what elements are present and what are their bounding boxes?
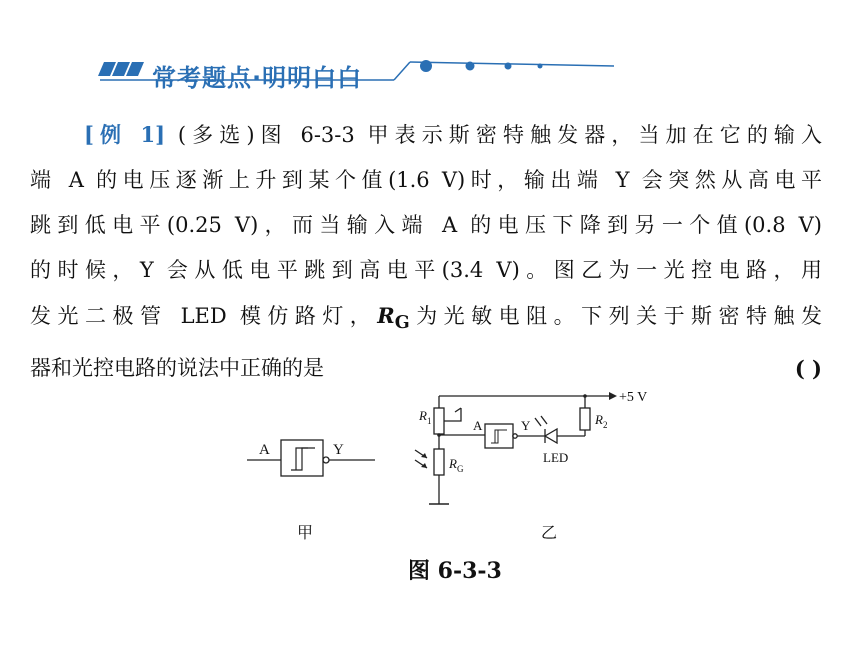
problem-text <box>30 112 822 391</box>
problem-line-5-a: 发光二极管 LED 模仿路灯， <box>30 304 378 328</box>
r2-resistor-icon <box>580 408 590 430</box>
yi-input-label: A <box>473 418 483 433</box>
jia-output-label: Y <box>333 442 344 458</box>
dot-icon <box>420 60 432 72</box>
arrow-icon <box>609 392 617 400</box>
dot-icon <box>466 62 475 71</box>
problem-line-2: 端 A 的电压逐渐上升到某个值(1.6 V)时，输出端 Y 会突然从高电平 <box>30 168 822 192</box>
led-label: LED <box>543 450 569 465</box>
r2-label: $R_2$ <box>595 412 608 430</box>
r1-label: $R_1$ <box>419 408 432 426</box>
schmitt-trigger-jia <box>247 440 375 542</box>
light-control-circuit-yi <box>415 390 647 542</box>
led-icon <box>545 429 557 443</box>
problem-line-1-text: (多选)图 6-3-3 甲表示斯密特触发器，当加在它的输入 <box>177 123 822 147</box>
problem-line-5-b: 为光敏电阻。下列关于斯密特触发 <box>409 304 822 328</box>
problem-line-4: 的时候，Y 会从低电平跳到高电平(3.4 V)。图乙为一光控电路，用 <box>30 258 822 282</box>
jia-input-label: A <box>259 442 270 458</box>
yi-label: 乙 <box>541 525 558 542</box>
yi-output-label: Y <box>521 418 531 433</box>
rg-label: $R_G$ <box>449 456 464 474</box>
problem-line-6-text: 器和光控电路的说法中正确的是 <box>30 356 324 381</box>
circuit-figure <box>245 380 665 550</box>
problem-line-3: 跳到低电平(0.25 V)，而当输入端 A 的电压下降到另一个值(0.8 V) <box>30 213 822 237</box>
answer-blank: ( ) <box>794 356 822 382</box>
r1-resistor-icon <box>434 408 444 434</box>
dot-icon <box>538 64 543 69</box>
resistor-symbol: R <box>377 303 395 328</box>
problem-line-1 <box>30 112 822 158</box>
figure-caption: 图 6-3-3 <box>408 558 502 584</box>
circuit-diagram <box>245 380 665 550</box>
jia-label: 甲 <box>297 525 314 542</box>
yi-schmitt-trigger-icon <box>485 424 513 448</box>
example-tag: [例 1] <box>84 122 166 147</box>
problem-line-5 <box>30 293 822 346</box>
supply-label: +5 V <box>619 390 648 405</box>
rg-photoresistor-icon <box>434 449 444 475</box>
section-title: 常考题点·明明白白 <box>152 64 363 92</box>
dot-icon <box>505 63 512 70</box>
resistor-subscript: G <box>394 313 410 334</box>
